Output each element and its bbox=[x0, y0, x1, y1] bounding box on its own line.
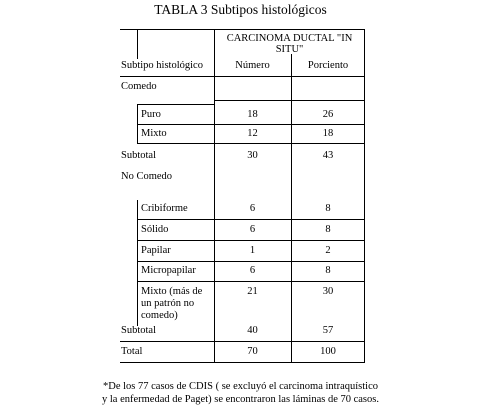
rule-col-divider-1 bbox=[214, 30, 215, 362]
value-puro-percent: 26 bbox=[322, 109, 334, 120]
value-mixto-2-percent: 30 bbox=[322, 286, 334, 297]
rule-total-bottom bbox=[120, 362, 365, 363]
row-label-mixto: Mixto bbox=[141, 128, 167, 139]
value-subtotal-2-percent: 57 bbox=[322, 325, 334, 336]
value-cribiforme-percent: 8 bbox=[325, 203, 331, 214]
value-total-percent: 100 bbox=[320, 346, 336, 357]
row-label-total: Total bbox=[121, 346, 143, 357]
row-label-subtotal-1: Subtotal bbox=[121, 150, 157, 161]
rule-header-bottom bbox=[120, 76, 365, 77]
row-label-puro: Puro bbox=[141, 109, 161, 120]
value-solido-number: 6 bbox=[249, 224, 256, 235]
column-header-subtype: Subtipo histológico bbox=[121, 60, 203, 71]
row-label-mixto-2-line1: Mixto (más de bbox=[141, 286, 203, 297]
rule-top bbox=[120, 29, 365, 30]
rule-mixto-bottom bbox=[137, 143, 365, 144]
row-label-comedo: Comedo bbox=[121, 81, 157, 92]
table-title: TABLA 3 Subtipos histológicos bbox=[154, 2, 327, 17]
value-subtotal-1-number: 30 bbox=[247, 150, 258, 161]
group-label-line2: SITU" bbox=[275, 44, 304, 55]
column-header-number: Número bbox=[235, 60, 270, 71]
row-label-micropapilar: Micropapilar bbox=[141, 265, 196, 276]
value-solido-percent: 8 bbox=[325, 224, 331, 235]
value-cribiforme-number: 6 bbox=[249, 203, 256, 214]
rule-micropapilar-bottom bbox=[137, 281, 365, 282]
value-papilar-percent: 2 bbox=[325, 245, 331, 256]
row-label-subtotal-2: Subtotal bbox=[121, 325, 157, 336]
row-label-no-comedo: No Comedo bbox=[121, 171, 173, 182]
value-papilar-number: 1 bbox=[249, 245, 256, 256]
rule-cribiforme-bottom bbox=[137, 219, 365, 220]
value-mixto-number: 12 bbox=[247, 128, 258, 139]
value-puro-number: 18 bbox=[247, 109, 258, 120]
value-total-number: 70 bbox=[247, 346, 258, 357]
rule-papilar-bottom bbox=[137, 261, 365, 262]
rule-solido-bottom bbox=[137, 240, 365, 241]
column-header-percent: Porciento bbox=[307, 60, 349, 71]
rule-indent-nocomedo bbox=[137, 200, 138, 326]
rule-puro-top bbox=[137, 104, 214, 105]
group-label-line1: CARCINOMA DUCTAL "IN bbox=[226, 33, 353, 44]
footnote-line-2: y la enfermedad de Paget) se encontraron las láminas de 70 casos. bbox=[102, 394, 379, 405]
row-label-papilar: Papilar bbox=[141, 245, 171, 256]
rule-subtotal2-bottom bbox=[120, 341, 365, 342]
row-label-cribiforme: Cribiforme bbox=[141, 203, 188, 214]
row-label-mixto-2-line2: un patrón no bbox=[141, 298, 195, 309]
row-label-mixto-2-line3: comedo) bbox=[141, 310, 178, 321]
footnote-line-1: *De los 77 casos de CDIS ( se excluyó el carcinoma intraquístico bbox=[103, 381, 378, 392]
value-subtotal-1-percent: 43 bbox=[322, 150, 334, 161]
rule-indent-comedo bbox=[137, 104, 138, 143]
rule-left-header bbox=[137, 30, 138, 59]
value-mixto-percent: 18 bbox=[322, 128, 334, 139]
rule-comedo-bottom bbox=[214, 100, 365, 101]
value-mixto-2-number: 21 bbox=[247, 286, 258, 297]
value-micropapilar-number: 6 bbox=[249, 265, 256, 276]
rule-puro-bottom bbox=[137, 124, 365, 125]
value-micropapilar-percent: 8 bbox=[325, 265, 331, 276]
rule-right bbox=[364, 30, 365, 362]
value-subtotal-2-number: 40 bbox=[247, 325, 258, 336]
row-label-solido: Sólido bbox=[141, 224, 169, 235]
